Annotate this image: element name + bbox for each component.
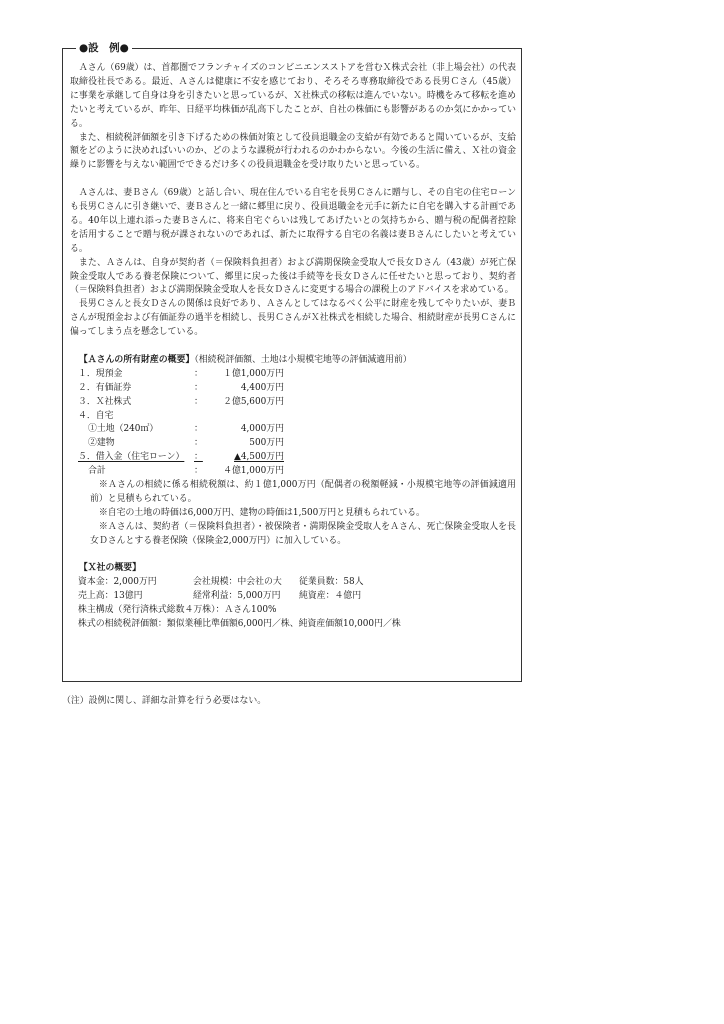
paragraph: また、Ａさんは、自身が契約者（＝保険料負担者）および満期保険金受取人で長女Ｄさん（43歳）が死亡保険金受取人である養老保険について、郷里に戻った後は手続等を長女Ｄさんに任せたいと思っており、契約者（＝保険料負担者）および満期保険金受取人を長女Ｄさんに変更する場合の課税上のアドバイスを求めている。 xyxy=(70,257,516,296)
asset-colon: ： xyxy=(194,452,203,463)
asset-row-loan xyxy=(70,451,516,465)
assets-title: 【Ａさんの所有財産の概要】 xyxy=(78,355,195,365)
asset-row xyxy=(70,437,516,451)
asset-value xyxy=(204,410,284,424)
asset-row xyxy=(70,396,516,410)
case-content xyxy=(70,62,516,632)
asset-value: １億1,000万円 xyxy=(223,368,284,379)
asset-note: ※Ａさんの相続に係る相続税額は、約１億1,000万円（配偶者の税額軽減・小規模宅地等の評価減適用前）と見積もられている。 xyxy=(90,480,516,504)
asset-colon: ： xyxy=(194,466,203,477)
asset-row xyxy=(70,423,516,437)
company-shareholders: 株主構成（発行済株式総数４万株）：Ａさん100% xyxy=(78,605,277,616)
company-heading: 【Ｘ社の概要】 xyxy=(78,563,142,574)
assets-subtitle: （相続税評価額、土地は小規模宅地等の評価減適用前） xyxy=(194,355,412,365)
company-size: 会社規模：中会社の大 xyxy=(193,577,282,588)
asset-label: ①土地（240㎡） xyxy=(88,424,159,435)
asset-value: ▲4,500万円 xyxy=(234,452,284,463)
asset-value: 4,400万円 xyxy=(240,382,284,393)
asset-colon: ： xyxy=(194,438,203,449)
company-row xyxy=(70,590,516,604)
footnote: （注）設例に関し、詳細な計算を行う必要はない。 xyxy=(62,696,267,706)
case-heading: ●設 例● xyxy=(76,39,132,57)
company-share-valuation: 株式の相続税評価額：類似業種比準価額6,000円／株、純資産価額10,000円／株 xyxy=(78,619,401,630)
company-profit: 経常利益：5,000万円 xyxy=(193,591,281,602)
asset-colon xyxy=(194,410,204,424)
company-sales: 売上高：13億円 xyxy=(78,591,143,602)
asset-label: ２．有価証券 xyxy=(78,382,132,393)
company-net-assets: 純資産：４億円 xyxy=(299,591,362,602)
asset-label: 合計 xyxy=(88,466,106,477)
company-row xyxy=(70,576,516,590)
assets-heading xyxy=(70,354,516,368)
asset-colon: ： xyxy=(194,368,203,379)
asset-value: 4,000万円 xyxy=(240,424,284,435)
company-capital: 資本金：2,000万円 xyxy=(78,577,157,588)
asset-label: ４．自宅 xyxy=(78,410,114,421)
asset-row xyxy=(70,410,516,424)
asset-row xyxy=(70,368,516,382)
asset-note: ※Ａさんは、契約者（＝保険料負担者）・被保険者・満期保険金受取人をＡさん、死亡保険金受取人を長女Ｄさんとする養老保険（保険金2,000万円）に加入している。 xyxy=(90,521,516,546)
paragraph: 長男Ｃさんと長女Ｄさんの関係は良好であり、Ａさんとしてはなるべく公平に財産を残してやりたいが、妻Ｂさんが現預金および有価証券の過半を相続し、長男ＣさんがＸ社株式を相続した場合、相続財産が長男Ｃさんに偏ってしまう点を懸念している。 xyxy=(70,299,516,338)
asset-value: ４億1,000万円 xyxy=(223,466,284,477)
asset-note: ※自宅の土地の時価は6,000万円、建物の時価は1,500万円と見積もられている。 xyxy=(98,507,425,518)
asset-label: ５．借入金（住宅ローン） xyxy=(78,452,185,463)
asset-row-total xyxy=(70,465,516,479)
asset-colon: ： xyxy=(194,424,203,435)
asset-value: 500万円 xyxy=(249,438,284,449)
asset-row xyxy=(70,382,516,396)
asset-label: ３．Ｘ社株式 xyxy=(78,396,132,407)
asset-value: ２億5,600万円 xyxy=(223,396,284,407)
asset-colon: ： xyxy=(194,396,203,407)
paragraph: Ａさんは、妻Ｂさん（69歳）と話し合い、現在住んでいる自宅を長男Ｃさんに贈与し、その自宅の住宅ローンも長男Ｃさんに引き継いで、妻Ｂさんと一緒に郷里に戻り、役員退職金を元手に新たに自宅を購入する計画である。40年以上連れ添った妻Ｂさんに、将来自宅ぐらいは残してあげたいとの気持ちから、贈与税の配偶者控除を活用することで贈与税が課されないのであれば、新たに取得する自宅の名義は妻Ｂさんにしたいと考えている。 xyxy=(70,188,517,254)
asset-colon: ： xyxy=(194,382,203,393)
asset-label: １．現預金 xyxy=(78,368,123,379)
paragraph: Ａさん（69歳）は、首都圏でフランチャイズのコンビニエンスストアを営むＸ株式会社（非上場会社）の代表取締役社長である。最近、Ａさんは健康に不安を感じており、そろそろ専務取締役である長男Ｃさん（45歳）に事業を承継して自身は身を引きたいと思っているが、Ｘ社株式の移転は進んでいない。時機をみて移転を進めたいと考えているが、昨年、日経平均株価が乱高下したことが、自社の株価にも影響があるのか気にかかっている。 xyxy=(70,63,516,129)
paragraph: また、相続税評価額を引き下げるための株価対策として役員退職金の支給が有効であると聞いているが、支給額をどのように決めればいいのか、どのような課税が行われるのかわからない。今後の生活に備え、Ｘ社の資金繰りに影響を与えない範囲でできるだけ多くの役員退職金を受け取りたいと思っている。 xyxy=(70,132,516,171)
asset-label: ②建物 xyxy=(88,438,115,449)
company-employees: 従業員数：58人 xyxy=(299,577,364,588)
